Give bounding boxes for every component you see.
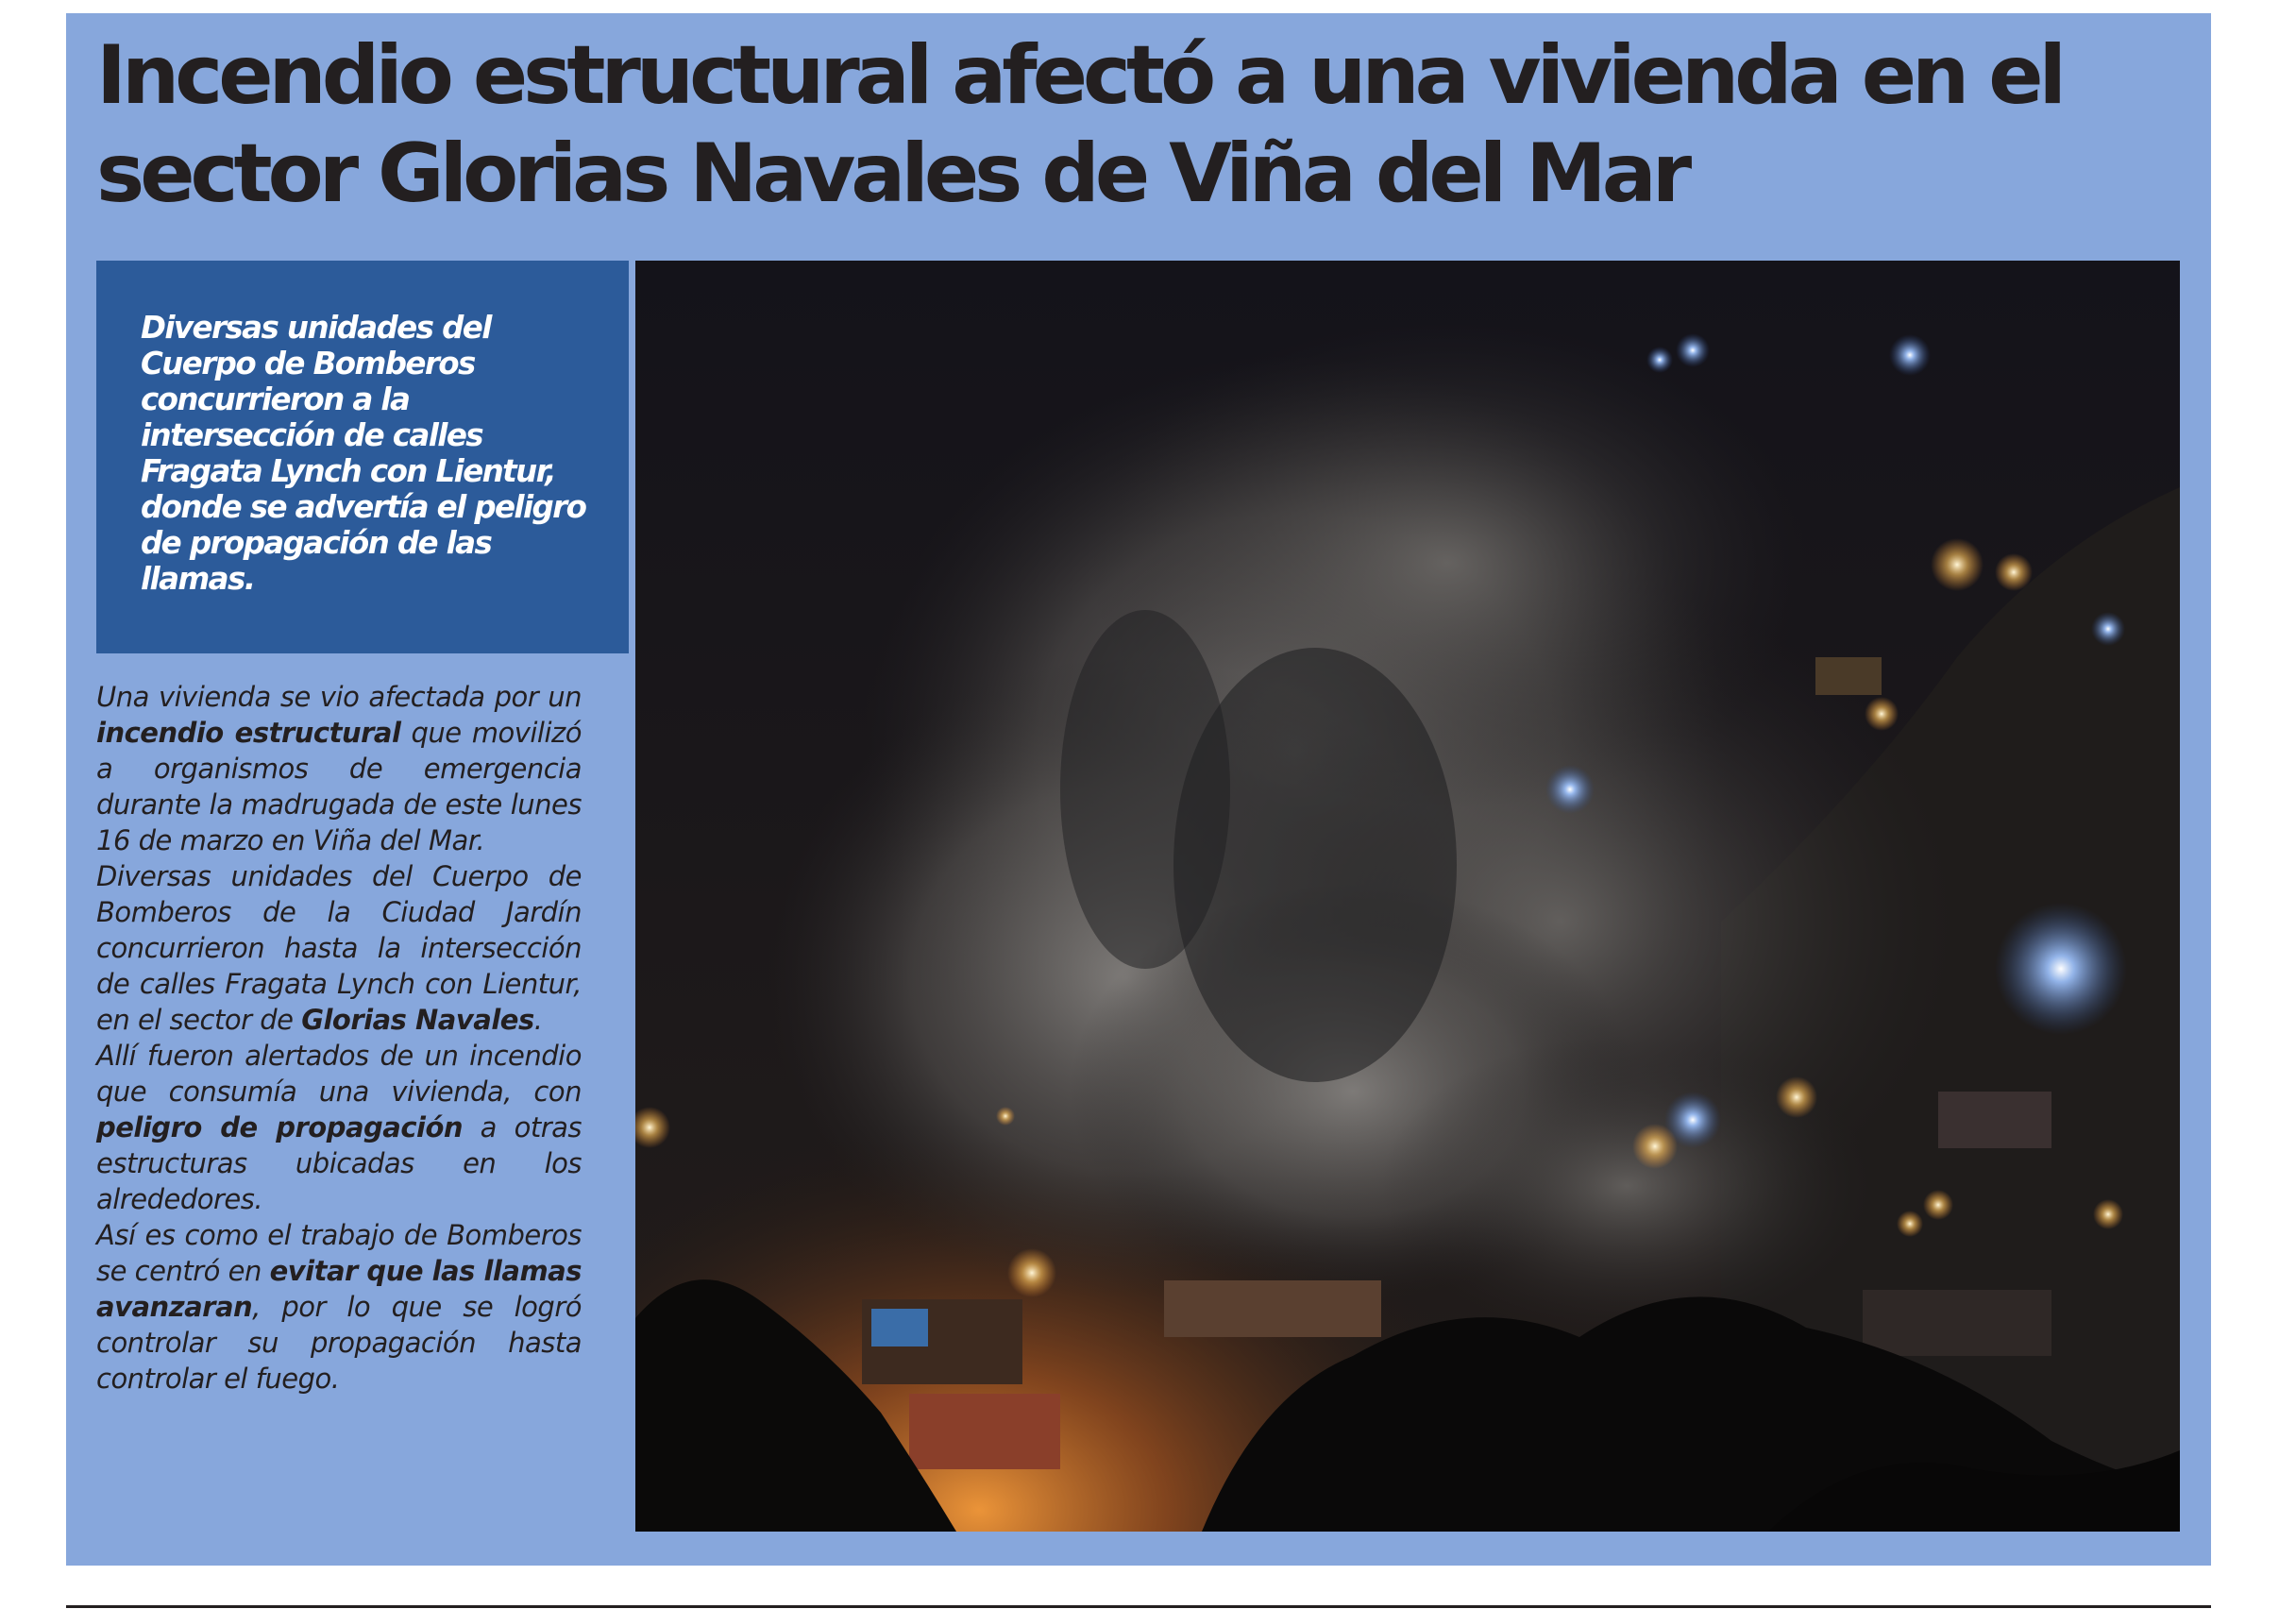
text-run: Así es como el trabajo de Bomberos se centró en: [96, 1219, 582, 1287]
bottom-rule: [66, 1605, 2211, 1608]
night-fire-photo: [635, 261, 2180, 1532]
paragraph: [96, 679, 582, 858]
text-run: que movilizó a organismos de emergencia durante la madrugada de este lunes 16 de marzo en Viña del Mar.: [96, 717, 582, 856]
lead-text: Diversas unidades del Cuerpo de Bomberos concurrieron a la intersección de calles Fragata Lynch con Lientur, donde se advertía el peligro de propagación de las llamas.: [141, 310, 586, 597]
text-run: Diversas unidades del Cuerpo de Bomberos de la Ciudad Jardín concurrieron hasta la intersección de calles Fragata Lynch con Lientur, en el sector de: [96, 860, 582, 1036]
paragraph: [96, 1217, 582, 1397]
bold-run: evitar que las llamas avanzaran: [96, 1255, 582, 1323]
lead-box: [96, 261, 629, 653]
paragraph: [96, 858, 582, 1038]
paragraph: [96, 1038, 582, 1217]
bold-run: Glorias Navales: [301, 1004, 534, 1036]
text-run: .: [533, 1004, 543, 1036]
article-panel: [66, 13, 2211, 1566]
text-run: Una vivienda se vio afectada por un: [96, 681, 582, 713]
bold-run: incendio estructural: [96, 717, 401, 749]
text-run: , por lo que se logró controlar su propagación hasta controlar el fuego.: [96, 1291, 582, 1395]
bold-run: peligro de propagación: [96, 1111, 464, 1143]
headline: Incendio estructural afectó a una vivienda en el sector Glorias Navales de Viña del Mar: [96, 28, 2062, 221]
text-run: a otras estructuras ubicadas en los alrededores.: [96, 1111, 582, 1215]
article-body: [96, 679, 582, 1397]
text-run: Allí fueron alertados de un incendio que consumía una vivienda, con: [96, 1040, 582, 1108]
